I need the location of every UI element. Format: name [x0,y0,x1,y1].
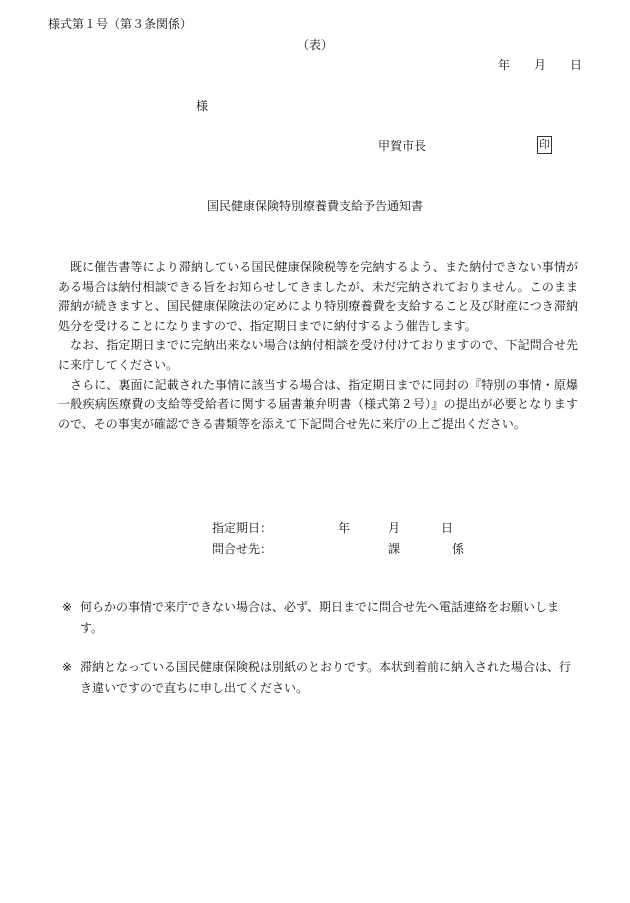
note-item [62,597,582,639]
issue-date: 年 月 日 [497,58,582,72]
note-mark: ※ [62,600,73,614]
side-label: （表） [296,38,333,52]
note-text: 何らかの事情で来庁できない場合は、必ず、期日までに問合せ先へ電話連絡をお願いします。 [80,600,560,635]
issuer-name: 甲賀市長 [378,139,427,153]
due-date-row [212,518,464,539]
body-text [58,258,578,434]
note-item [62,657,582,699]
due-year: 年 [337,521,350,535]
due-month: 月 [387,521,400,535]
contact-section: 課 [387,542,400,556]
addressee-honorific: 様 [196,99,209,113]
due-day: 日 [440,521,453,535]
contact-label: 問合せ先： [212,542,273,556]
due-info [212,518,464,560]
note-mark: ※ [62,660,73,674]
document-title: 国民健康保険特別療養費支給予告通知書 [206,199,423,213]
form-number: 様式第１号（第３条関係） [48,17,193,31]
contact-unit: 係 [451,542,464,556]
body-paragraph: 既に催告書等により滞納している国民健康保険税等を完納するよう、また納付できない事情がある場合は納付相談できる旨をお知らせしてきましたが、未だ完納されておりません。このまま滞納が続きますと、国民健康保険法の定めにより特別療養費を支給すること及び財産につき滞納処分を受けることになりますので、指定期日までに納付するよう催告します。 [58,260,578,333]
body-paragraph: さらに、裏面に記載された事情に該当する場合は、指定期日までに同封の『特別の事情・原爆一般疾病医療費の支給等受給者に関する届書兼弁明書（様式第２号）』の提出が必要となりますので、その事実が確認できる書類等を添えて下記問合せ先に来庁の上ご提出ください。 [58,377,578,431]
seal-mark: 印 [537,136,552,154]
note-text: 滞納となっている国民健康保険税は別紙のとおりです。本状到着前に納入された場合は、行き違いですので直ちに申し出てください。 [80,660,572,695]
body-paragraph: なお、指定期日までに完納出来ない場合は納付相談を受け付けておりますので、下記問合せ先に来庁してください。 [58,338,578,372]
due-date-label: 指定期日： [212,521,273,535]
contact-row [212,539,464,560]
